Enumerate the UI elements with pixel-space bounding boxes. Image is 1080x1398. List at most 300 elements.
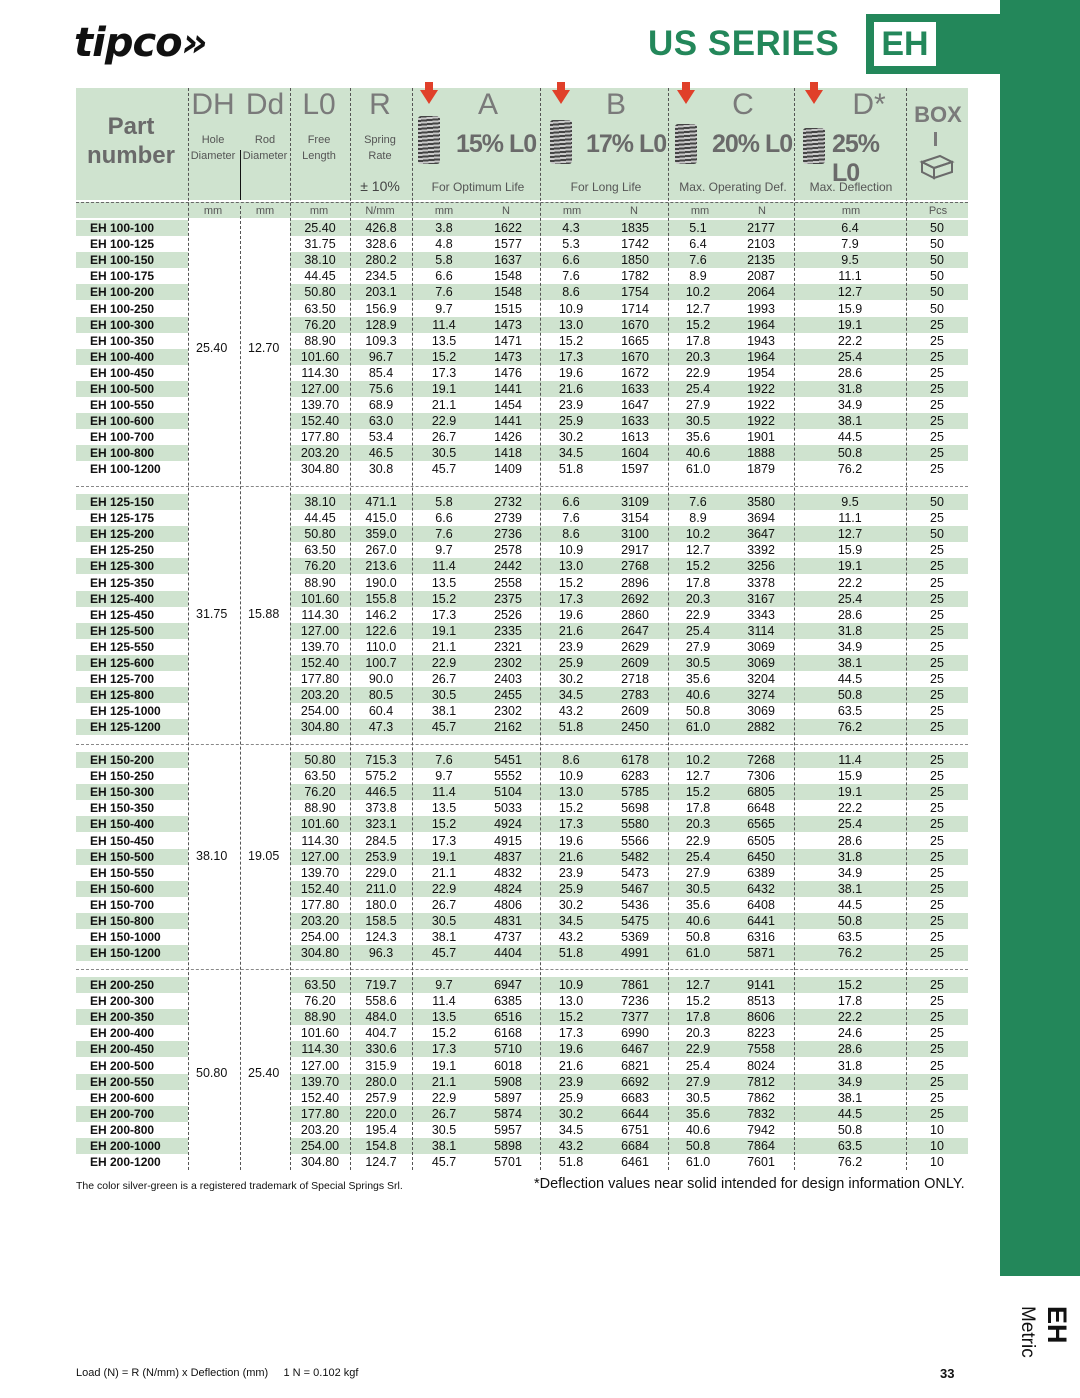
arrow-down-icon	[805, 90, 823, 104]
data-cell: 22.9	[412, 881, 476, 897]
table-row	[76, 703, 968, 719]
data-cell: 17.3	[558, 1026, 584, 1041]
data-cell: 2692	[602, 591, 668, 607]
data-cell: 719.7	[350, 977, 412, 993]
data-cell: 6990	[621, 1026, 649, 1041]
data-cell: 25	[906, 655, 968, 671]
data-cell: 2647	[602, 623, 668, 639]
data-cell: 158.5	[350, 913, 412, 929]
data-cell: 3580	[728, 494, 794, 510]
header-b-caption: For Long Life	[570, 180, 642, 194]
data-cell: 19.6	[558, 833, 584, 848]
data-cell: 4404	[476, 945, 540, 961]
data-cell: 28.6	[837, 365, 863, 380]
header-spring-rate	[350, 88, 410, 200]
data-cell: 3204	[747, 672, 775, 687]
data-cell: 24.6	[837, 1026, 863, 1041]
data-cell: 15.9	[837, 543, 863, 558]
header-d-symbol: D*	[852, 88, 886, 121]
header-d-caption: Max. Deflection	[809, 180, 893, 194]
data-cell: 31.8	[837, 1058, 863, 1073]
data-cell: 5475	[602, 913, 668, 929]
data-cell: 1888	[728, 445, 794, 461]
data-cell: 2609	[602, 655, 668, 671]
data-cell: 2087	[747, 269, 775, 284]
unit-d-mm: mm	[841, 205, 861, 217]
data-cell: 6461	[621, 1155, 649, 1170]
part-number-cell: EH 200-600	[90, 1090, 155, 1105]
data-cell: 3694	[747, 511, 775, 526]
merged-diameter-cell	[240, 1154, 290, 1170]
data-cell: 13.5	[431, 575, 457, 590]
data-cell: 5566	[621, 833, 649, 848]
header-part-number: Part number	[86, 113, 175, 169]
data-cell: 180.0	[365, 897, 397, 912]
data-cell: 127.00	[300, 1058, 340, 1073]
part-number-cell: EH 125-1000	[90, 704, 161, 719]
data-cell: 1418	[476, 445, 540, 461]
data-cell: 25.9	[540, 655, 602, 671]
data-cell: 1604	[602, 445, 668, 461]
data-cell: 220.0	[350, 1106, 412, 1122]
data-cell: 38.1	[794, 413, 906, 429]
data-cell: 5710	[476, 1041, 540, 1057]
data-cell: 304.80	[290, 945, 350, 961]
data-cell: 50.8	[685, 704, 711, 719]
data-cell: 21.1	[431, 398, 457, 413]
data-cell: 25	[906, 881, 968, 897]
merged-diameter-cell	[188, 429, 240, 445]
data-cell: 1633	[602, 413, 668, 429]
data-cell: 304.80	[290, 719, 350, 735]
part-number-cell: EH 125-175	[90, 511, 155, 526]
data-cell: 5033	[494, 801, 522, 816]
merged-diameter-cell	[240, 558, 290, 574]
data-cell: 15.2	[412, 816, 476, 832]
data-cell: 127.00	[290, 849, 350, 865]
merged-diameter-cell	[188, 317, 240, 333]
data-cell: 1922	[747, 398, 775, 413]
merged-diameter-cell	[188, 897, 240, 913]
data-cell: 25	[906, 349, 968, 365]
merged-diameter-cell	[240, 574, 290, 590]
data-cell: 575.2	[365, 769, 397, 784]
data-cell: 15.2	[431, 1026, 457, 1041]
header-r-symbol: R	[369, 88, 391, 121]
data-cell: 10	[906, 1138, 968, 1154]
data-cell: 21.1	[412, 1074, 476, 1090]
data-cell: 152.40	[290, 413, 350, 429]
part-number-cell: EH 125-700	[90, 672, 155, 687]
data-cell: 25	[906, 913, 968, 929]
data-cell: 1943	[747, 333, 775, 348]
data-cell: 44.45	[304, 511, 336, 526]
data-cell: 6467	[602, 1041, 668, 1057]
data-cell: 21.1	[431, 639, 457, 654]
data-cell: 88.90	[304, 575, 336, 590]
data-cell: 61.0	[668, 719, 728, 735]
merged-diameter-cell	[188, 236, 240, 252]
data-cell: 426.8	[350, 220, 412, 236]
data-cell: 35.6	[685, 672, 711, 687]
data-cell: 38.10	[290, 252, 350, 268]
data-cell: 76.20	[290, 558, 350, 574]
group-separator	[76, 486, 968, 487]
data-cell: 10.9	[558, 543, 584, 558]
header-col-a	[414, 88, 542, 200]
data-cell: 17.8	[685, 333, 711, 348]
data-cell: 27.9	[685, 639, 711, 654]
data-cell: 50.80	[290, 752, 350, 768]
unit-c-mm: mm	[690, 205, 710, 217]
data-cell: 203.20	[290, 445, 350, 461]
merged-diameter-cell	[188, 719, 240, 735]
data-cell: 22.2	[794, 1009, 906, 1025]
data-cell: 30.2	[558, 430, 584, 445]
rod-diameter-value: 19.05	[248, 848, 280, 863]
part-number-cell: EH 100-500	[76, 381, 188, 397]
table-row	[76, 687, 968, 703]
data-cell: 13.5	[412, 1009, 476, 1025]
data-cell: 9.5	[794, 494, 906, 510]
merged-diameter-cell	[240, 1009, 290, 1025]
data-cell: 60.4	[368, 704, 394, 719]
header-r-tolerance: ± 10%	[360, 178, 400, 194]
data-cell: 15.2	[558, 333, 584, 348]
data-cell: 50.8	[794, 913, 906, 929]
part-number-cell: EH 125-350	[90, 575, 155, 590]
data-cell: 38.1	[794, 881, 906, 897]
data-cell: 25	[906, 623, 968, 639]
data-cell: 34.9	[794, 1074, 906, 1090]
data-cell: 229.0	[365, 865, 397, 880]
data-cell: 2526	[494, 607, 522, 622]
data-cell: 6805	[728, 784, 794, 800]
data-cell: 177.80	[300, 672, 340, 687]
data-cell: 25	[930, 462, 944, 477]
data-cell: 101.60	[290, 349, 350, 365]
merged-diameter-cell	[240, 510, 290, 526]
data-cell: 38.1	[431, 704, 457, 719]
data-cell: 17.3	[431, 607, 457, 622]
table-row	[76, 526, 968, 542]
data-cell: 3378	[747, 575, 775, 590]
rod-diameter-value: 12.70	[248, 340, 280, 355]
data-cell: 75.6	[350, 381, 412, 397]
part-number-cell: EH 200-800	[90, 1122, 155, 1137]
merged-diameter-cell	[188, 1154, 240, 1170]
data-cell: 7306	[747, 769, 775, 784]
merged-diameter-cell	[188, 945, 240, 961]
table-row	[76, 623, 968, 639]
column-divider	[668, 88, 669, 1170]
data-cell: 50.8	[837, 1122, 863, 1137]
data-cell: 47.3	[350, 719, 412, 735]
data-cell: 6018	[494, 1058, 522, 1073]
data-cell: 30.5	[668, 413, 728, 429]
data-cell: 315.9	[365, 1058, 397, 1073]
merged-diameter-cell	[188, 510, 240, 526]
header-col-b	[542, 88, 670, 200]
merged-diameter-cell	[188, 639, 240, 655]
data-cell: 9.5	[794, 252, 906, 268]
data-cell: 17.8	[668, 1009, 728, 1025]
data-cell: 100.7	[350, 655, 412, 671]
header-box-label: BOX	[914, 102, 962, 127]
merged-diameter-cell	[240, 1025, 290, 1041]
data-cell: 9.7	[435, 769, 453, 784]
data-cell: 45.7	[412, 945, 476, 961]
data-cell: 43.2	[558, 704, 584, 719]
series-title: US SERIES	[648, 24, 840, 63]
table-row	[76, 1041, 968, 1057]
part-number-cell: EH 150-600	[76, 881, 188, 897]
data-cell: 7.6	[412, 526, 476, 542]
part-number-cell: EH 125-400	[76, 591, 188, 607]
data-cell: 30.5	[412, 687, 476, 703]
data-cell: 6168	[494, 1026, 522, 1041]
data-cell: 50	[906, 220, 968, 236]
data-cell: 1922	[728, 413, 794, 429]
data-cell: 15.9	[837, 769, 863, 784]
table-row	[76, 832, 968, 848]
data-cell: 1597	[621, 462, 649, 477]
data-cell: 23.9	[558, 865, 584, 880]
header-dd-caption	[240, 132, 290, 164]
data-cell: 5874	[476, 1106, 540, 1122]
data-cell: 1454	[494, 398, 522, 413]
data-cell: 9.7	[435, 301, 453, 316]
data-cell: 21.6	[540, 623, 602, 639]
data-cell: 114.30	[301, 833, 339, 848]
data-cell: 6.6	[540, 494, 602, 510]
merged-diameter-cell	[240, 832, 290, 848]
data-cell: 22.2	[837, 333, 863, 348]
data-cell: 5.8	[412, 252, 476, 268]
merged-diameter-cell	[188, 1138, 240, 1154]
merged-diameter-cell	[188, 671, 240, 687]
data-cell: 154.8	[350, 1138, 412, 1154]
data-cell: 152.40	[290, 655, 350, 671]
part-number-cell: EH 100-1200	[90, 462, 161, 477]
unit-c-n: N	[758, 205, 766, 217]
data-cell: 1577	[494, 237, 522, 252]
group-separator	[76, 744, 968, 745]
data-cell: 2768	[602, 558, 668, 574]
data-cell: 38.10	[290, 494, 350, 510]
spring-coil-icon	[418, 116, 440, 164]
data-cell: 4.8	[435, 237, 453, 252]
data-cell: 25.4	[668, 849, 728, 865]
merged-diameter-cell	[188, 381, 240, 397]
data-cell: 7861	[602, 977, 668, 993]
data-cell: 3154	[621, 511, 649, 526]
data-cell: 1964	[728, 349, 794, 365]
data-cell: 1426	[494, 430, 522, 445]
data-cell: 12.7	[794, 526, 906, 542]
data-cell: 15.2	[558, 801, 584, 816]
data-cell: 6178	[602, 752, 668, 768]
data-cell: 96.3	[350, 945, 412, 961]
data-cell: 88.90	[290, 1009, 350, 1025]
merged-diameter-cell	[240, 220, 290, 236]
table-row	[76, 300, 968, 316]
table-header	[76, 88, 968, 200]
data-cell: 22.9	[431, 1090, 457, 1105]
data-cell: 7.6	[668, 494, 728, 510]
merged-diameter-cell	[240, 1138, 290, 1154]
header-dh-symbol: DH	[191, 88, 235, 121]
data-cell: 7864	[728, 1138, 794, 1154]
data-cell: 25	[906, 445, 968, 461]
data-cell: 38.1	[794, 655, 906, 671]
data-cell: 4832	[494, 865, 522, 880]
data-cell: 4.3	[540, 220, 602, 236]
side-tab-code: EH	[1042, 1306, 1072, 1344]
table-row	[76, 1154, 968, 1170]
data-cell: 1964	[728, 317, 794, 333]
table-row	[76, 558, 968, 574]
data-cell: 35.6	[668, 1106, 728, 1122]
header-l0-line1: Free	[307, 134, 331, 146]
data-cell: 5436	[621, 897, 649, 912]
column-divider	[240, 150, 241, 200]
data-cell: 11.1	[838, 269, 862, 284]
data-cell: 109.3	[365, 333, 397, 348]
data-cell: 19.1	[412, 849, 476, 865]
data-cell: 25	[930, 365, 944, 380]
data-cell: 22.9	[685, 833, 711, 848]
data-cell: 21.1	[431, 865, 457, 880]
part-number-cell: EH 200-700	[76, 1106, 188, 1122]
header-col-box	[908, 88, 968, 200]
part-number-cell: EH 150-500	[76, 849, 188, 865]
data-cell: 10.9	[558, 769, 584, 784]
data-cell: 11.4	[432, 994, 456, 1009]
data-cell: 1476	[494, 365, 522, 380]
data-cell: 25.40	[290, 220, 350, 236]
data-cell: 3256	[728, 558, 794, 574]
data-cell: 9.7	[435, 543, 453, 558]
rod-diameter-value: 15.88	[248, 606, 280, 621]
data-cell: 5898	[476, 1138, 540, 1154]
data-cell: 5467	[602, 881, 668, 897]
arrow-down-icon	[552, 90, 570, 104]
header-free-length	[290, 88, 348, 200]
data-cell: 3647	[728, 526, 794, 542]
data-cell: 139.70	[300, 865, 340, 880]
data-cell: 44.5	[837, 897, 863, 912]
merged-diameter-cell	[240, 655, 290, 671]
merged-diameter-cell	[188, 929, 240, 945]
data-cell: 25.4	[685, 1058, 711, 1073]
data-cell: 50.80	[290, 526, 350, 542]
data-cell: 25.4	[794, 349, 906, 365]
merged-diameter-cell	[188, 703, 240, 719]
data-cell: 38.1	[412, 1138, 476, 1154]
header-dh-caption	[188, 132, 238, 164]
part-number-cell: EH 125-200	[76, 526, 188, 542]
merged-diameter-cell	[188, 1025, 240, 1041]
table-row	[76, 1106, 968, 1122]
data-cell: 7.6	[412, 752, 476, 768]
data-cell: 10.2	[668, 526, 728, 542]
data-cell: 25	[906, 317, 968, 333]
table-row	[76, 252, 968, 268]
data-cell: 13.0	[540, 317, 602, 333]
data-cell: 30.2	[558, 672, 584, 687]
data-cell: 6283	[621, 769, 649, 784]
arrow-down-icon	[677, 90, 695, 104]
header-hole-diameter	[188, 88, 238, 200]
data-cell: 25	[930, 1058, 944, 1073]
data-cell: 25	[906, 1106, 968, 1122]
data-cell: 3069	[747, 704, 775, 719]
data-cell: 7.6	[562, 269, 580, 284]
data-cell: 25	[930, 704, 944, 719]
data-cell: 3.8	[412, 220, 476, 236]
data-cell: 3069	[747, 639, 775, 654]
header-dd-line1: Rod	[254, 134, 276, 146]
data-cell: 2335	[476, 623, 540, 639]
data-cell: 6692	[602, 1074, 668, 1090]
data-cell: 7377	[602, 1009, 668, 1025]
data-cell: 5957	[494, 1122, 522, 1137]
merged-diameter-cell	[240, 719, 290, 735]
data-cell: 6.6	[435, 269, 453, 284]
data-cell: 1473	[476, 349, 540, 365]
merged-diameter-cell	[188, 461, 240, 477]
data-cell: 19.1	[794, 558, 906, 574]
data-cell: 114.30	[290, 1041, 350, 1057]
table-row	[76, 574, 968, 590]
data-cell: 50.8	[794, 445, 906, 461]
data-cell: 6.6	[540, 252, 602, 268]
data-cell: 34.5	[540, 913, 602, 929]
table-row	[76, 913, 968, 929]
data-cell: 34.5	[540, 445, 602, 461]
data-cell: 17.3	[540, 816, 602, 832]
data-cell: 203.20	[290, 687, 350, 703]
data-cell: 31.8	[794, 849, 906, 865]
data-cell: 26.7	[431, 430, 457, 445]
merged-diameter-cell	[188, 284, 240, 300]
part-number-cell: EH 100-300	[76, 317, 188, 333]
data-cell: 6389	[747, 865, 775, 880]
data-cell: 267.0	[365, 543, 397, 558]
merged-diameter-cell	[240, 526, 290, 542]
data-cell: 17.3	[431, 833, 457, 848]
data-cell: 38.1	[837, 1090, 863, 1105]
column-divider	[290, 88, 291, 1170]
deflection-note: *Deflection values near solid intended for design information ONLY.	[534, 1176, 965, 1192]
merged-diameter-cell	[188, 881, 240, 897]
data-cell: 254.00	[290, 1138, 350, 1154]
data-cell: 8024	[747, 1058, 775, 1073]
data-cell: 2064	[728, 284, 794, 300]
data-cell: 280.2	[350, 252, 412, 268]
merged-diameter-cell	[240, 865, 290, 881]
data-cell: 7601	[747, 1155, 775, 1170]
merged-diameter-cell	[240, 494, 290, 510]
box-arrow-icon	[934, 132, 937, 146]
data-cell: 25	[930, 398, 944, 413]
header-d-percent: 25% L0	[832, 130, 880, 187]
part-number-cell: EH 150-700	[90, 897, 155, 912]
data-cell: 8.6	[540, 284, 602, 300]
data-cell: 2442	[476, 558, 540, 574]
data-cell: 10.9	[540, 977, 602, 993]
